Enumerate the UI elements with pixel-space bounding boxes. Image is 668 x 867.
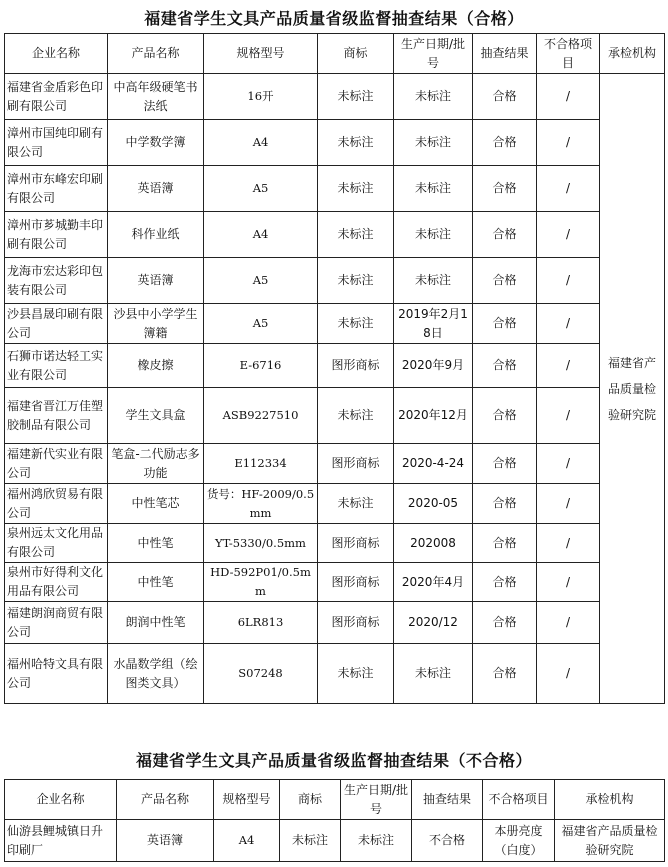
header-agency: 承检机构 <box>555 780 665 820</box>
result-cell: 合格 <box>473 304 537 344</box>
table-row <box>5 484 665 524</box>
failed-item-cell: / <box>537 388 600 444</box>
date-cell: 2020年4月 <box>394 563 473 602</box>
fail-results-table <box>4 779 665 862</box>
table-row <box>5 304 665 344</box>
result-cell: 合格 <box>473 484 537 524</box>
brand-cell: 未标注 <box>318 484 394 524</box>
failed-item-cell: / <box>537 563 600 602</box>
spec-cell: A5 <box>204 166 318 212</box>
product-cell: 笔盒-二代励志多功能 <box>108 444 204 484</box>
date-cell: 2019年2月18日 <box>394 304 473 344</box>
table-row <box>5 74 665 120</box>
product-cell: 英语簿 <box>117 820 214 862</box>
company-cell: 石狮市诺达轻工实业有限公司 <box>5 344 108 388</box>
failed-item-cell: / <box>537 304 600 344</box>
spec-cell: A5 <box>204 258 318 304</box>
product-cell: 橡皮擦 <box>108 344 204 388</box>
company-cell: 福建新代实业有限公司 <box>5 444 108 484</box>
failed-item-cell: 本册亮度（白度） <box>483 820 555 862</box>
date-cell: 未标注 <box>341 820 412 862</box>
table-row <box>5 166 665 212</box>
brand-cell: 未标注 <box>280 820 341 862</box>
brand-cell: 未标注 <box>318 120 394 166</box>
date-cell: 未标注 <box>394 74 473 120</box>
failed-item-cell: / <box>537 120 600 166</box>
table-header-row <box>5 780 665 820</box>
header-company: 企业名称 <box>5 34 108 74</box>
spec-cell: A5 <box>204 304 318 344</box>
product-cell: 中性笔芯 <box>108 484 204 524</box>
failed-item-cell: / <box>537 524 600 563</box>
result-cell: 合格 <box>473 166 537 212</box>
table-header-row <box>5 34 665 74</box>
result-cell: 合格 <box>473 388 537 444</box>
product-cell: 中学数学簿 <box>108 120 204 166</box>
agency-cell: 福建省产品质量检验研究院 <box>600 74 665 704</box>
date-cell: 2020-05 <box>394 484 473 524</box>
spec-cell: A4 <box>214 820 280 862</box>
table-row <box>5 563 665 602</box>
result-cell: 合格 <box>473 212 537 258</box>
company-cell: 福建省金盾彩色印刷有限公司 <box>5 74 108 120</box>
company-cell: 漳州市国纯印刷有限公司 <box>5 120 108 166</box>
failed-item-cell: / <box>537 258 600 304</box>
date-cell: 未标注 <box>394 120 473 166</box>
result-cell: 合格 <box>473 74 537 120</box>
fail-table-title: 福建省学生文具产品质量省级监督抽查结果（不合格） <box>135 751 532 770</box>
company-cell: 漳州市东峰宏印刷有限公司 <box>5 166 108 212</box>
failed-item-cell: / <box>537 444 600 484</box>
spec-cell: E-6716 <box>204 344 318 388</box>
table-row <box>5 820 665 862</box>
brand-cell: 图形商标 <box>318 563 394 602</box>
header-company: 企业名称 <box>5 780 117 820</box>
brand-cell: 未标注 <box>318 74 394 120</box>
header-product: 产品名称 <box>117 780 214 820</box>
product-cell: 科作业纸 <box>108 212 204 258</box>
company-cell: 泉州远太文化用品有限公司 <box>5 524 108 563</box>
brand-cell: 图形商标 <box>318 444 394 484</box>
header-failed-item: 不合格项目 <box>483 780 555 820</box>
failed-item-cell: / <box>537 212 600 258</box>
spec-cell: A4 <box>204 212 318 258</box>
table-row <box>5 120 665 166</box>
date-cell: 202008 <box>394 524 473 563</box>
table-row <box>5 388 665 444</box>
company-cell: 仙游县鲤城镇日升印刷厂 <box>5 820 117 862</box>
spec-cell: 16开 <box>204 74 318 120</box>
failed-item-cell: / <box>537 344 600 388</box>
product-cell: 中高年级硬笔书法纸 <box>108 74 204 120</box>
failed-item-cell: / <box>537 644 600 704</box>
failed-item-cell: / <box>537 74 600 120</box>
result-cell: 合格 <box>473 258 537 304</box>
table-row <box>5 212 665 258</box>
brand-cell: 未标注 <box>318 258 394 304</box>
header-product: 产品名称 <box>108 34 204 74</box>
company-cell: 龙海市宏达彩印包装有限公司 <box>5 258 108 304</box>
date-cell: 2020-4-24 <box>394 444 473 484</box>
product-cell: 中性笔 <box>108 563 204 602</box>
header-date: 生产日期/批号 <box>394 34 473 74</box>
failed-item-cell: / <box>537 166 600 212</box>
header-brand: 商标 <box>280 780 341 820</box>
result-cell: 合格 <box>473 602 537 644</box>
spec-cell: 6LR813 <box>204 602 318 644</box>
company-cell: 福建省晋江万佳塑胶制品有限公司 <box>5 388 108 444</box>
date-cell: 未标注 <box>394 166 473 212</box>
company-cell: 沙县昌晟印刷有限公司 <box>5 304 108 344</box>
spec-cell: E112334 <box>204 444 318 484</box>
brand-cell: 未标注 <box>318 166 394 212</box>
product-cell: 朗润中性笔 <box>108 602 204 644</box>
failed-item-cell: / <box>537 484 600 524</box>
product-cell: 水晶数学组（绘图类文具） <box>108 644 204 704</box>
header-date: 生产日期/批号 <box>341 780 412 820</box>
header-brand: 商标 <box>318 34 394 74</box>
table-row <box>5 444 665 484</box>
result-cell: 合格 <box>473 444 537 484</box>
product-cell: 英语簿 <box>108 258 204 304</box>
failed-item-cell: / <box>537 602 600 644</box>
date-cell: 2020/12 <box>394 602 473 644</box>
table-row <box>5 644 665 704</box>
product-cell: 英语簿 <box>108 166 204 212</box>
company-cell: 泉州市好得利文化用品有限公司 <box>5 563 108 602</box>
spec-cell: YT-5330/0.5mm <box>204 524 318 563</box>
result-cell: 合格 <box>473 120 537 166</box>
header-spec: 规格型号 <box>214 780 280 820</box>
result-cell: 不合格 <box>412 820 483 862</box>
table-row <box>5 602 665 644</box>
brand-cell: 未标注 <box>318 388 394 444</box>
pass-table-title: 福建省学生文具产品质量省级监督抽查结果（合格） <box>144 9 524 28</box>
table-row <box>5 524 665 563</box>
header-result: 抽查结果 <box>473 34 537 74</box>
agency-cell: 福建省产品质量检验研究院 <box>555 820 665 862</box>
spec-cell: S07248 <box>204 644 318 704</box>
spec-cell: A4 <box>204 120 318 166</box>
result-cell: 合格 <box>473 344 537 388</box>
spec-cell: ASB9227510 <box>204 388 318 444</box>
company-cell: 漳州市芗城勤丰印刷有限公司 <box>5 212 108 258</box>
product-cell: 中性笔 <box>108 524 204 563</box>
company-cell: 福州哈特文具有限公司 <box>5 644 108 704</box>
brand-cell: 图形商标 <box>318 524 394 563</box>
spec-cell: 货号：HF-2009/0.5mm <box>204 484 318 524</box>
brand-cell: 图形商标 <box>318 602 394 644</box>
date-cell: 2020年9月 <box>394 344 473 388</box>
date-cell: 未标注 <box>394 258 473 304</box>
brand-cell: 未标注 <box>318 304 394 344</box>
header-result: 抽查结果 <box>412 780 483 820</box>
company-cell: 福建朗润商贸有限公司 <box>5 602 108 644</box>
date-cell: 未标注 <box>394 212 473 258</box>
spec-cell: HD-592P01/0.5mm <box>204 563 318 602</box>
date-cell: 未标注 <box>394 644 473 704</box>
result-cell: 合格 <box>473 524 537 563</box>
table-row <box>5 344 665 388</box>
header-spec: 规格型号 <box>204 34 318 74</box>
brand-cell: 未标注 <box>318 212 394 258</box>
company-cell: 福州鸿欣贸易有限公司 <box>5 484 108 524</box>
table-row <box>5 258 665 304</box>
header-agency: 承检机构 <box>600 34 665 74</box>
date-cell: 2020年12月 <box>394 388 473 444</box>
header-failed-item: 不合格项目 <box>537 34 600 74</box>
result-cell: 合格 <box>473 563 537 602</box>
pass-results-table <box>4 33 665 704</box>
product-cell: 沙县中小学学生簿籍 <box>108 304 204 344</box>
result-cell: 合格 <box>473 644 537 704</box>
brand-cell: 图形商标 <box>318 344 394 388</box>
product-cell: 学生文具盒 <box>108 388 204 444</box>
brand-cell: 未标注 <box>318 644 394 704</box>
